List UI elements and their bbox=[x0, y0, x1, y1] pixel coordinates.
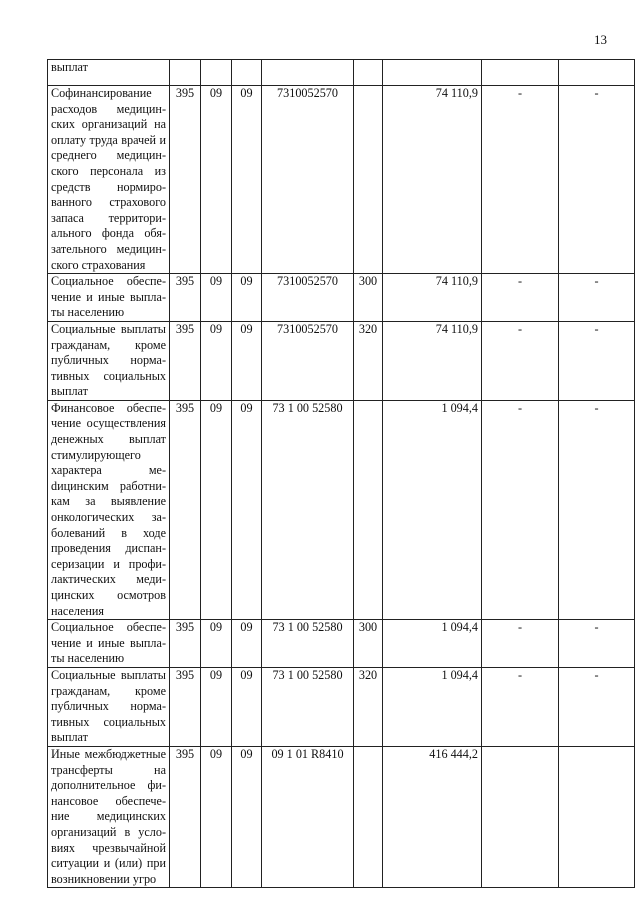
expense-type-cell bbox=[354, 86, 383, 274]
expense-type-cell: 320 bbox=[354, 667, 383, 746]
amount-cell: 74 110,9 bbox=[383, 86, 482, 274]
target-article-cell: 7310052570 bbox=[262, 86, 354, 274]
target-article-cell: 73 1 00 52580 bbox=[262, 620, 354, 668]
expense-type-cell: 300 bbox=[354, 274, 383, 322]
table-row bbox=[48, 86, 635, 274]
amount-year3-cell: - bbox=[559, 321, 635, 400]
row-name-cell: Финансовое обеспечение осуществления денежных выплат стимулирующего характера меdицинским работникам за выявление онкологических заболеваний в ходе проведения диспансеризации и профилактических медицинских осмотров населения bbox=[48, 400, 170, 619]
expense-type-cell bbox=[354, 60, 383, 86]
target-article-cell bbox=[262, 60, 354, 86]
subsection-code-cell: 09 bbox=[232, 746, 262, 887]
table-row bbox=[48, 746, 635, 887]
subsection-code-cell: 09 bbox=[232, 86, 262, 274]
row-name-cell: Социальное обеспечение и иные выплаты населению bbox=[48, 274, 170, 322]
table-row bbox=[48, 400, 635, 619]
ministry-code-cell: 395 bbox=[170, 321, 201, 400]
amount-cell: 1 094,4 bbox=[383, 400, 482, 619]
table-row bbox=[48, 667, 635, 746]
ministry-code-cell: 395 bbox=[170, 400, 201, 619]
target-article-cell: 7310052570 bbox=[262, 321, 354, 400]
subsection-code-cell: 09 bbox=[232, 667, 262, 746]
section-code-cell: 09 bbox=[201, 667, 232, 746]
ministry-code-cell: 395 bbox=[170, 667, 201, 746]
ministry-code-cell: 395 bbox=[170, 746, 201, 887]
row-name-cell: выплат bbox=[48, 60, 170, 86]
amount-cell: 74 110,9 bbox=[383, 274, 482, 322]
amount-cell: 416 444,2 bbox=[383, 746, 482, 887]
target-article-cell: 09 1 01 R8410 bbox=[262, 746, 354, 887]
table-row bbox=[48, 274, 635, 322]
section-code-cell: 09 bbox=[201, 746, 232, 887]
amount-cell: 74 110,9 bbox=[383, 321, 482, 400]
row-name-cell: Социальное обеспечение и иные выплаты населению bbox=[48, 620, 170, 668]
section-code-cell: 09 bbox=[201, 620, 232, 668]
ministry-code-cell: 395 bbox=[170, 86, 201, 274]
table-row bbox=[48, 620, 635, 668]
row-name-cell: Иные межбюджетные трансферты на дополнительное финансовое обеспечение медицинских организаций в условиях чрезвычайной ситуации и (или) при возникновении угро bbox=[48, 746, 170, 887]
target-article-cell: 73 1 00 52580 bbox=[262, 667, 354, 746]
amount-year3-cell: - bbox=[559, 667, 635, 746]
amount-cell: 1 094,4 bbox=[383, 667, 482, 746]
table-row bbox=[48, 60, 635, 86]
expense-type-cell: 300 bbox=[354, 620, 383, 668]
expense-type-cell bbox=[354, 400, 383, 619]
amount-year3-cell: - bbox=[559, 400, 635, 619]
subsection-code-cell bbox=[232, 60, 262, 86]
target-article-cell: 73 1 00 52580 bbox=[262, 400, 354, 619]
amount-year2-cell bbox=[482, 746, 559, 887]
subsection-code-cell: 09 bbox=[232, 400, 262, 619]
row-name-cell: Социальные выплаты гражданам, кроме публичных нормативных социальных выплат bbox=[48, 321, 170, 400]
target-article-cell: 7310052570 bbox=[262, 274, 354, 322]
amount-year3-cell: - bbox=[559, 86, 635, 274]
section-code-cell: 09 bbox=[201, 86, 232, 274]
amount-year3-cell: - bbox=[559, 620, 635, 668]
table-row bbox=[48, 321, 635, 400]
amount-year3-cell bbox=[559, 60, 635, 86]
row-name-cell: Софинансирование расходов медицинских организаций на оплату труда врачей и среднего медицинского персонала из средств нормированного страхового запаса территориального фонда обязательного медицинского страхования bbox=[48, 86, 170, 274]
subsection-code-cell: 09 bbox=[232, 620, 262, 668]
row-name-cell: Социальные выплаты гражданам, кроме публичных нормативных социальных выплат bbox=[48, 667, 170, 746]
amount-cell: 1 094,4 bbox=[383, 620, 482, 668]
amount-year3-cell: - bbox=[559, 274, 635, 322]
amount-year2-cell: - bbox=[482, 321, 559, 400]
ministry-code-cell: 395 bbox=[170, 274, 201, 322]
amount-cell bbox=[383, 60, 482, 86]
budget-table bbox=[47, 59, 635, 888]
subsection-code-cell: 09 bbox=[232, 321, 262, 400]
section-code-cell: 09 bbox=[201, 400, 232, 619]
amount-year2-cell bbox=[482, 60, 559, 86]
amount-year2-cell: - bbox=[482, 400, 559, 619]
expense-type-cell: 320 bbox=[354, 321, 383, 400]
amount-year2-cell: - bbox=[482, 274, 559, 322]
page-number: 13 bbox=[594, 32, 607, 47]
amount-year3-cell bbox=[559, 746, 635, 887]
section-code-cell: 09 bbox=[201, 274, 232, 322]
amount-year2-cell: - bbox=[482, 86, 559, 274]
expense-type-cell bbox=[354, 746, 383, 887]
section-code-cell bbox=[201, 60, 232, 86]
ministry-code-cell: 395 bbox=[170, 620, 201, 668]
amount-year2-cell: - bbox=[482, 620, 559, 668]
ministry-code-cell bbox=[170, 60, 201, 86]
subsection-code-cell: 09 bbox=[232, 274, 262, 322]
section-code-cell: 09 bbox=[201, 321, 232, 400]
amount-year2-cell: - bbox=[482, 667, 559, 746]
